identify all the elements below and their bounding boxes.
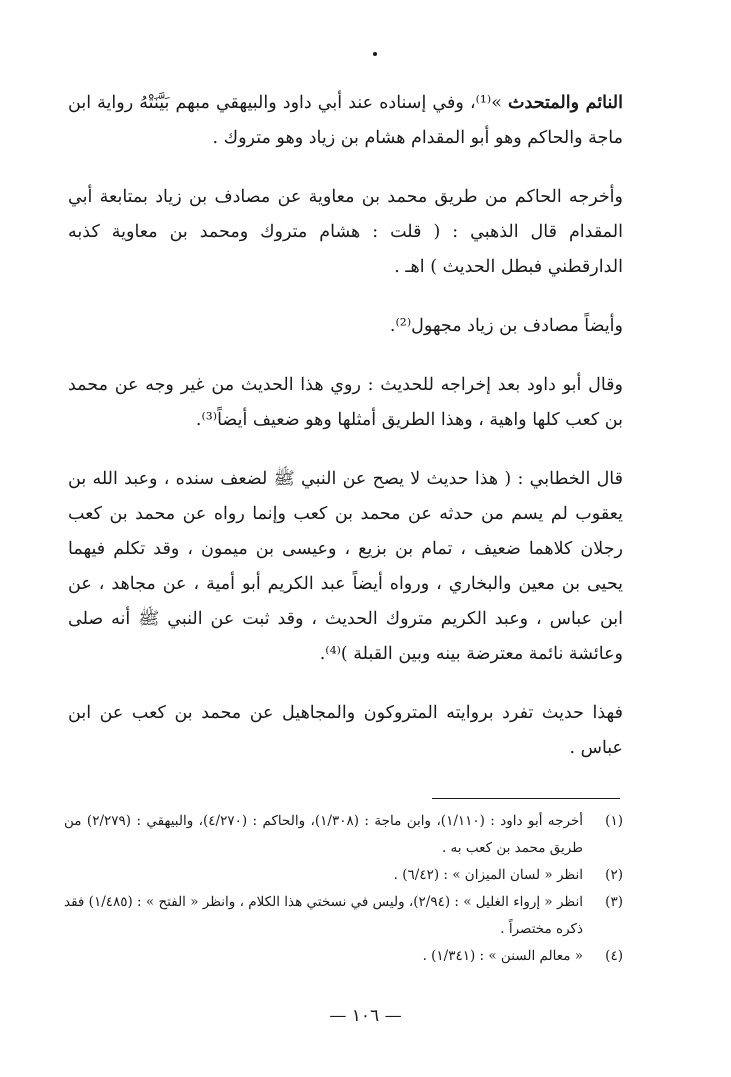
paragraph-1-text: »⁽¹⁾، وفي إسناده عند أبي داود والبيهقي مبهم بَيَّنَتْهُ رواية ابن ماجة والحاكم وهو أبو المقدام هشام بن زياد وهو متروك . xyxy=(68,93,623,148)
paragraph-5: قال الخطابي : ( هذا حديث لا يصح عن النبي ﷺ لضعف سنده ، وعبد الله بن يعقوب لم يسم من حدثه عن محمد بن كعب وإنما رواه عن محمد بن كعب رجلان كلاهما ضعيف ، تمام بن بزيع ، وعيسى بن ميمون ، وقد تكلم فيهما يحيى بن معين والبخاري ، ورواه أيضاً عبد الكريم أبو أمية ، عن مجاهد ، عن ابن عباس ، وعبد الكريم متروك الحديث ، وقد ثبت عن النبي ﷺ أنه صلى وعائشة نائمة معترضة بينه وبين القبلة )⁽⁴⁾. xyxy=(68,469,623,664)
page-number: — ١٠٦ — xyxy=(329,1006,402,1026)
footnote-text: « معالم السنن » : (١/٣٤١) . xyxy=(422,948,583,964)
footnote-text: انظر « إرواء الغليل » : (٢/٩٤)، وليس في نسختي هذا الكلام ، وانظر « الفتح » : (١/٤٨٥) فقد ذكره مختصراً . xyxy=(64,894,583,937)
footnote-number: (٤) xyxy=(605,948,623,964)
paragraph-6: فهذا حديث تفرد بروايته المتروكون والمجاهيل عن محمد بن كعب عن ابن عباس . xyxy=(68,703,623,758)
footnote-text: أخرجه أبو داود : (١/١١٠)، وابن ماجة : (١/٣٠٨)، والحاكم : (٤/٢٧٠)، والبيهقي : (٢/٢٧٩) من طريق محمد بن كعب به . xyxy=(64,813,584,856)
paragraph-2: وأخرجه الحاكم من طريق محمد بن معاوية عن مصادف بن زياد بمتابعة أبي المقدام قال الذهبي : ( قلت : هشام متروك ومحمد بن معاوية كذبه الدارقطني فبطل الحديث ) اهـ . xyxy=(68,187,623,277)
footnote-text: انظر « لسان الميزان » : (٦/٤٢) . xyxy=(393,867,583,883)
footnotes xyxy=(64,808,623,970)
footnote-3 xyxy=(64,889,623,943)
footnote-4 xyxy=(64,943,623,970)
paragraph-4: وقال أبو داود بعد إخراجه للحديث : روي هذا الحديث من غير وجه عن محمد بن كعب كلها واهية ، وهذا الطريق أمثلها وهو ضعيف أيضاً⁽³⁾. xyxy=(68,375,623,430)
paragraph-1-bold: النائم والمتحدث xyxy=(508,93,623,113)
footnote-2 xyxy=(64,862,623,889)
footnote-1 xyxy=(64,808,623,862)
main-text xyxy=(68,86,623,766)
paragraph-3: وأيضاً مصادف بن زياد مجهول⁽²⁾. xyxy=(389,316,623,336)
footnote-number: (١) xyxy=(605,813,623,829)
paragraph-1 xyxy=(68,86,623,156)
footnote-number: (٢) xyxy=(605,867,623,883)
footnote-separator xyxy=(432,798,620,799)
top-dot-mark xyxy=(373,52,377,56)
footnote-number: (٣) xyxy=(605,894,623,910)
